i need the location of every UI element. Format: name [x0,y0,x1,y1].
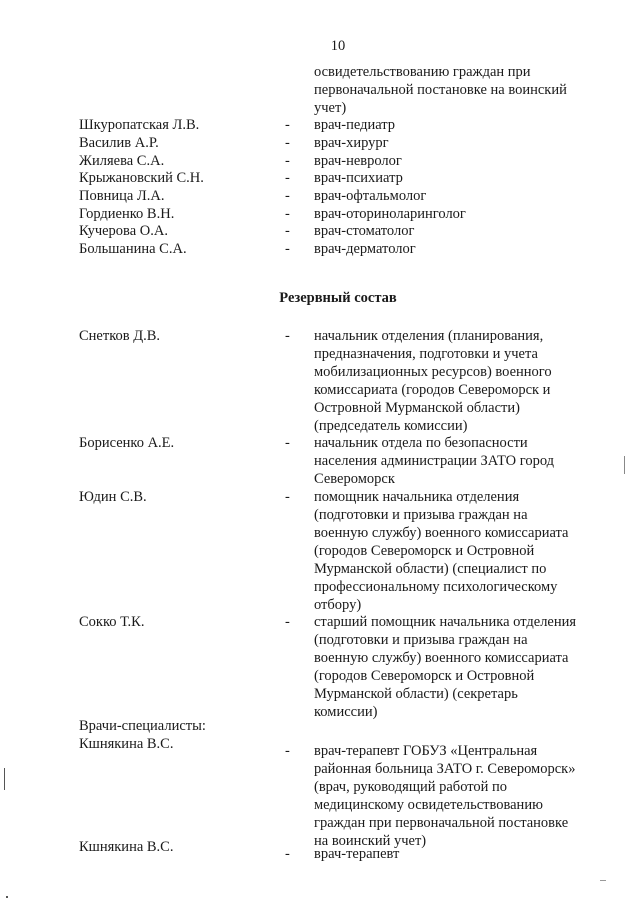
member-role: врач-хирург [314,135,389,151]
reserve-member-name: Снетков Д.В. [79,328,161,344]
member-role: врач-педиатр [314,117,396,133]
reserve-member-role-line: (подготовки и призыва граждан на [314,632,528,648]
continuation-line: освидетельствованию граждан при [314,64,531,80]
reserve-section-title: Резервный состав [279,290,397,306]
member-dash: - [285,241,290,257]
scan-artifact [600,880,606,881]
member-name: Повница Л.А. [79,188,165,204]
member-dash: - [285,135,290,151]
member-dash: - [285,153,290,169]
member-role: врач-стоматолог [314,223,415,239]
doctor-name: Кшнякина В.С. [79,736,174,752]
member-name: Крыжановский С.Н. [79,170,204,186]
member-name: Кучерова О.А. [79,223,168,239]
reserve-member-role-line: (городов Североморск и Островной [314,668,535,684]
member-role: врач-невролог [314,153,402,169]
scan-artifact [624,456,625,474]
member-dash: - [285,206,290,222]
reserve-member-role-line: предназначения, подготовки и учета [314,346,538,362]
member-role: врач-оториноларинголог [314,206,466,222]
member-role: врач-психиатр [314,170,403,186]
reserve-member-dash: - [285,435,290,451]
member-dash: - [285,223,290,239]
reserve-member-role-line: комиссии) [314,704,378,720]
scan-artifact [6,896,8,898]
reserve-member-name: Борисенко А.Е. [79,435,175,451]
reserve-member-role-line: населения администрации ЗАТО город [314,453,555,469]
doctor-dash: - [285,846,290,862]
reserve-member-role-line: Островной Мурманской области) [314,400,520,416]
doctor-role-line: граждан при первоначальной постановке [314,815,569,831]
reserve-member-role-line: Мурманской области) (секретарь [314,686,518,702]
page-number: 10 [330,38,346,54]
doctor-dash: - [285,743,290,759]
reserve-member-role-line: мобилизационных ресурсов) военного [314,364,552,380]
doctor-role-line: врач-терапевт [314,846,400,862]
reserve-member-role-line: начальник отдела по безопасности [314,435,528,451]
reserve-member-role-line: комиссариата (городов Североморск и [314,382,551,398]
member-dash: - [285,188,290,204]
reserve-member-role-line: профессиональному психологическому [314,579,558,595]
continuation-line: первоначальной постановке на воинский [314,82,567,98]
member-dash: - [285,170,290,186]
member-name: Шкуропатская Л.В. [79,117,200,133]
reserve-member-role-line: старший помощник начальника отделения [314,614,577,630]
reserve-member-role-line: начальник отделения (планирования, [314,328,544,344]
reserve-member-role-line: военную службу) военного комиссариата [314,525,569,541]
member-name: Жиляева С.А. [79,153,165,169]
reserve-member-role-line: (председатель комиссии) [314,418,468,434]
reserve-member-role-line: Североморск [314,471,395,487]
doctor-role-line: врач-терапевт ГОБУЗ «Центральная [314,743,538,759]
reserve-member-role-line: военную службу) военного комиссариата [314,650,569,666]
reserve-member-role-line: (подготовки и призыва граждан на [314,507,528,523]
doctors-heading: Врачи-специалисты: [79,718,206,734]
reserve-member-name: Юдин С.В. [79,489,147,505]
continuation-line: учет) [314,100,347,116]
reserve-member-role-line: помощник начальника отделения [314,489,520,505]
doctor-name: Кшнякина В.С. [79,839,174,855]
member-role: врач-дерматолог [314,241,416,257]
member-role: врач-офтальмолог [314,188,427,204]
scan-artifact [4,768,5,790]
reserve-member-role-line: отбору) [314,597,362,613]
member-name: Большанина С.А. [79,241,187,257]
member-dash: - [285,117,290,133]
reserve-member-dash: - [285,614,290,630]
member-name: Василив А.Р. [79,135,159,151]
reserve-member-name: Сокко Т.К. [79,614,145,630]
reserve-member-dash: - [285,489,290,505]
doctor-role-line: (врач, руководящий работой по [314,779,508,795]
doctor-role-line: на воинский учет) [314,833,427,849]
member-name: Гордиенко В.Н. [79,206,175,222]
reserve-member-role-line: (городов Североморск и Островной [314,543,535,559]
doctor-role-line: медицинскому освидетельствованию [314,797,543,813]
reserve-member-dash: - [285,328,290,344]
doctor-role-line: районная больница ЗАТО г. Североморск» [314,761,576,777]
reserve-member-role-line: Мурманской области) (специалист по [314,561,547,577]
